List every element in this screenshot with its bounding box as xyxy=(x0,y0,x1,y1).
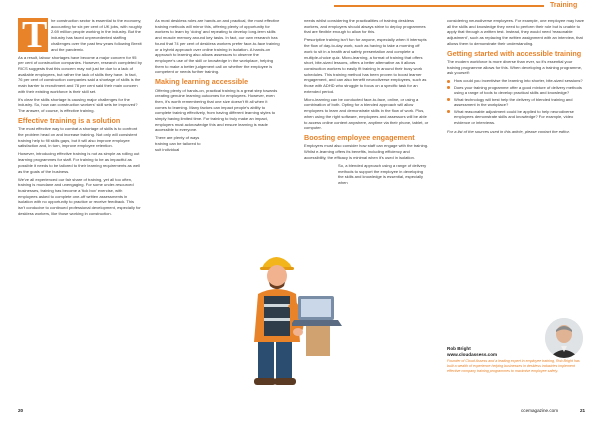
paragraph: Micro-learning can be conducted face-to-face, online, or using a combination of both. Opting for a blended approach will allow employees to learn and demonstrate skills in the flow of work. Plus, when using the right software, employees and assessors will be able to access online content anywhere, anytime via their phone, tablet, or computer. xyxy=(304,96,429,131)
author-photo xyxy=(545,318,583,358)
author-bio: Founder of Cloud Assess and a leading expert in employee training, Rob Bright has built a wealth of experience helping businesses in deskless industries implement effective company training programmes to maximise employee safety. xyxy=(447,359,580,373)
paragraph: It's clear the skills shortage is causing major challenges for the industry. So, how can construction workers' skill sets be improved? The answer, of course, is effective training. xyxy=(18,96,138,114)
paragraph: As a result, labour shortages have become a major concern for 95 per cent of construction companies. However, research completed by RICS suggests that this concern may not just be due to a lack of available employees, but rather the lack of skills they have. In fact, 76 per cent of construction companies said a shortage of skills is the main barrier to recruitment and 78 per cent said their main concern with their existing workforce is their skill set. xyxy=(18,54,142,94)
author-box xyxy=(447,318,585,398)
column-4 xyxy=(447,18,585,137)
sources-note: For a list of the sources used in this article, please contact the editor. xyxy=(447,128,570,134)
author-name: Rob Bright www.cloudassess.com xyxy=(447,346,498,357)
subheading: Getting started with accessible training xyxy=(447,48,582,58)
paragraph: Prescriptive training isn't fun for anyone, especially when it interrupts the flow of day-to-day work, such as having to take a morning off work to sit in a health and safety presentation and complete a multiple-choice quiz. Micro-learning, a format of training that offers short, bite-sized lessons, offers a better alternative as it allows construction workers to easily fit training in around their busy work schedules. This training method has been proven to boost learner engagement, and can also benefit neurodiverse employees, such as those with ADHD who struggle to focus on a specific task for an extended period. xyxy=(304,37,427,94)
section-tab: Training xyxy=(546,0,600,11)
page-number-left: 20 xyxy=(18,408,24,413)
subheading: Making learning accessible xyxy=(155,77,249,87)
list-item: Does your training programme offer a good mixture of delivery methods using a range of tools to develop practical skills and knowledge? xyxy=(447,85,585,96)
list-item: What technology will best help the delivery of blended training and assessment in the workplace? xyxy=(447,97,585,108)
paragraph: he construction sector is essential to the economy, accounting for six per cent of UK jobs, with roughly 2.69 million people working in the industry. But the industry has faced unprecedented staffing challenges over the past few years following Brexit and the pandemic. xyxy=(51,18,142,52)
paragraph: We've all experienced our fair share of training, yet all too often, training is mundane and unengaging. For some under-resourced businesses, training has become a 'tick box' exercise, with employees asked to complete one-off written assessments in isolation with no opportunity to practice or receive feedback. This isn't conducive to continued professional development, especially for deskless workers, like those working in construction. xyxy=(18,176,141,216)
paragraph: Employers must also consider how staff can engage with the training. Whilst e-learning offers its benefits, including efficiency and accessibility, the efficacy is minimal when it's used in isolation. xyxy=(304,143,429,160)
page-number-right: 21 xyxy=(580,408,586,413)
paragraph: The modern workforce is more diverse than ever, so it's essential your training programme allows for this. When developing a training programme, ask yourself: xyxy=(447,59,582,76)
column-2 xyxy=(155,18,280,155)
subheading: Effective training is a solution xyxy=(18,115,121,125)
drop-cap: T xyxy=(18,18,48,52)
column-3 xyxy=(304,18,429,188)
subheading: Boosting employee engagement xyxy=(304,132,415,142)
magazine-site: ccemagazine.com xyxy=(521,408,559,413)
list-item: How could you incentivise the learning into shorter, bite-sized sessions? xyxy=(447,78,585,84)
question-list xyxy=(447,78,585,125)
paragraph: The most effective way to combat a shortage of skills is to confront the problem head on and increase training. Not only will consistent training help to fill skills gaps, but it will also improve employee satisfaction and, in turn, improve employee retention. xyxy=(18,126,138,149)
paragraph: Offering plenty of hands-on, practical training is a great step towards creating genuine learning outcomes for employees. However, even then, it's worth remembering that one size doesn't fit all when it comes to learning. Many factors can impact people's ability to complete training effectively, from having different learning styles to simply having limited time. For training to truly make an impact, employers must acknowledge this and ensure learning is made accessible to everyone. xyxy=(155,87,278,133)
paragraph: However, introducing effective training is not as simple as rolling out learning programmes for staff. For training to be as impactful as possible it needs to be tailored to their learning requirements as well as the goals of the business. xyxy=(18,151,140,174)
paragraph: So, a blended approach using a range of delivery methods to support the employee in developing the skills and knowledge is essential, especially when xyxy=(338,162,427,185)
person-icon xyxy=(545,318,583,358)
list-item: What reasonable adjustment could be applied to help neurodiverse employees demonstrate skills and knowledge? For example, video evidence or interviews. xyxy=(447,109,585,126)
paragraph: considering neurodiverse employees. For example, one employee may have all the skills and knowledge they need to perform their role but is unable to apply that through a written test. Instead, they would need 'reasonable adjustment', such as replacing the written assignment with an interview, that allows them to demonstrate their understanding. xyxy=(447,18,584,46)
laptop-illustration xyxy=(292,260,344,360)
paragraph: needs whilst considering the practicalities of training deskless workers, and employers should always strive to deploy programmes that are flexible enough to allow for this. xyxy=(304,18,426,35)
column-1 xyxy=(18,14,142,219)
paragraph: There are plenty of ways training can be tailored to suit individual xyxy=(155,135,201,152)
section-rule xyxy=(334,5,544,7)
paragraph: As most deskless roles are hands-on and practical, the most effective training methods will mirror this, offering plenty of opportunity for workers to learn by 'doing' and repeating to develop long-term skills and muscle memory around key tasks. In fact, our own research has found that 74 per cent of deskless workers prefer face-to-face training or a hybrid approach over online training in isolation. A hands-on approach to learning also allows assessors to observe the employee's use of the skill or knowledge in the workplace, helping them to make a better judgement call on whether the employee is competent or needs further training. xyxy=(155,18,280,75)
author-website: www.cloudassess.com xyxy=(447,351,498,357)
